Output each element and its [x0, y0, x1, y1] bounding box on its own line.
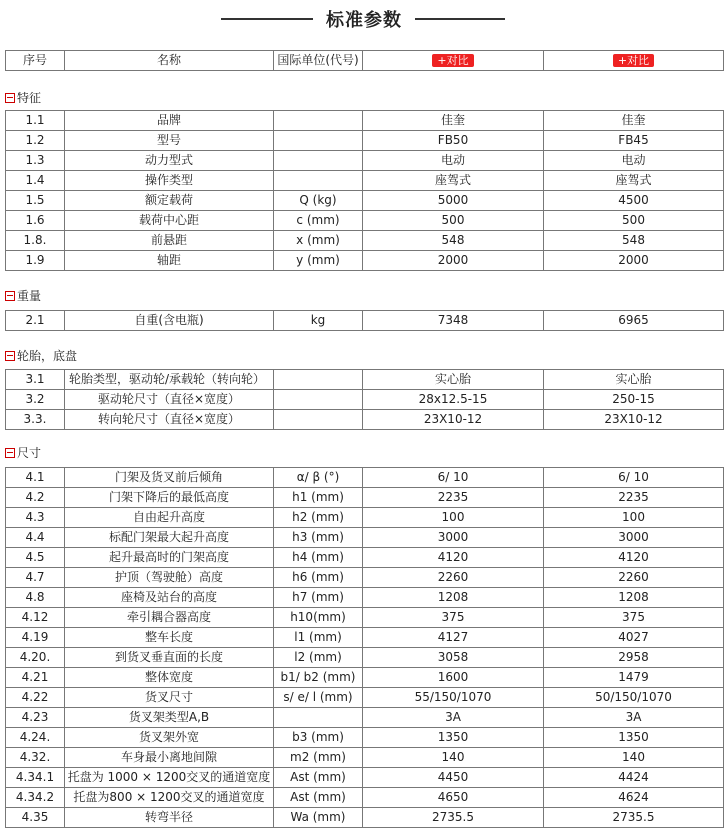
cell-unit: h6 (mm) [274, 568, 363, 588]
cell-no: 1.4 [6, 171, 65, 191]
header-name: 名称 [65, 51, 274, 71]
cell-no: 1.6 [6, 211, 65, 231]
collapse-icon[interactable] [5, 351, 15, 361]
cell-value-a: 4450 [363, 768, 544, 788]
table-row [6, 488, 724, 508]
table-row [6, 251, 724, 271]
section-header-2[interactable] [5, 348, 77, 364]
cell-name: 托盘为 1000 × 1200交叉的通道宽度 [65, 768, 274, 788]
cell-value-a: 电动 [363, 151, 544, 171]
cell-name: 货叉尺寸 [65, 688, 274, 708]
cell-no: 4.20. [6, 648, 65, 668]
cell-unit: kg [274, 311, 363, 331]
section-header-1[interactable] [5, 288, 41, 304]
cell-value-a: 座驾式 [363, 171, 544, 191]
cell-unit: l2 (mm) [274, 648, 363, 668]
table-row [6, 111, 724, 131]
cell-value-a: 佳奎 [363, 111, 544, 131]
cell-unit: s/ e/ l (mm) [274, 688, 363, 708]
table-row [6, 151, 724, 171]
cell-no: 1.9 [6, 251, 65, 271]
cell-value-a: 2000 [363, 251, 544, 271]
cell-name: 整体宽度 [65, 668, 274, 688]
cell-unit [274, 370, 363, 390]
cell-unit: Wa (mm) [274, 808, 363, 828]
cell-no: 4.4 [6, 528, 65, 548]
cell-name: 门架及货叉前后倾角 [65, 468, 274, 488]
cell-unit: h7 (mm) [274, 588, 363, 608]
cell-value-a: 3000 [363, 528, 544, 548]
cell-name: 型号 [65, 131, 274, 151]
table-row [6, 370, 724, 390]
cell-no: 4.34.2 [6, 788, 65, 808]
table-row [6, 728, 724, 748]
cell-unit: h4 (mm) [274, 548, 363, 568]
cell-value-a: 5000 [363, 191, 544, 211]
table-row [6, 608, 724, 628]
table-row [6, 748, 724, 768]
cell-value-a: 2260 [363, 568, 544, 588]
cell-name: 轮胎类型，驱动轮/承载轮（转向轮） [65, 370, 274, 390]
table-row [6, 311, 724, 331]
cell-no: 4.1 [6, 468, 65, 488]
cell-value-b: 4500 [544, 191, 724, 211]
cell-name: 额定载荷 [65, 191, 274, 211]
compare-cell-a [363, 51, 544, 71]
cell-value-b: FB45 [544, 131, 724, 151]
cell-unit: x (mm) [274, 231, 363, 251]
cell-unit [274, 390, 363, 410]
cell-value-a: 548 [363, 231, 544, 251]
collapse-icon[interactable] [5, 448, 15, 458]
cell-value-b: 4624 [544, 788, 724, 808]
cell-value-b: 140 [544, 748, 724, 768]
section-title: 重量 [17, 289, 42, 303]
cell-name: 货叉架外宽 [65, 728, 274, 748]
cell-name: 牵引耦合器高度 [65, 608, 274, 628]
cell-no: 4.8 [6, 588, 65, 608]
cell-no: 4.35 [6, 808, 65, 828]
collapse-icon[interactable] [5, 93, 15, 103]
cell-value-b: 100 [544, 508, 724, 528]
cell-value-b: 50/150/1070 [544, 688, 724, 708]
cell-no: 2.1 [6, 311, 65, 331]
cell-no: 4.21 [6, 668, 65, 688]
table-row [6, 191, 724, 211]
cell-name: 前悬距 [65, 231, 274, 251]
cell-value-a: 7348 [363, 311, 544, 331]
cell-no: 4.5 [6, 548, 65, 568]
table-row [6, 231, 724, 251]
section-title: 轮胎，底盘 [17, 349, 78, 363]
table-row [6, 628, 724, 648]
cell-value-b: 3000 [544, 528, 724, 548]
cell-name: 载荷中心距 [65, 211, 274, 231]
title-divider-left [221, 18, 313, 20]
cell-unit: b3 (mm) [274, 728, 363, 748]
cell-no: 1.8. [6, 231, 65, 251]
cell-unit [274, 410, 363, 430]
cell-value-b: 1479 [544, 668, 724, 688]
section-header-3[interactable] [5, 445, 41, 461]
cell-value-a: 23X10-12 [363, 410, 544, 430]
cell-value-b: 2735.5 [544, 808, 724, 828]
compare-button-a[interactable]: +对比 [432, 54, 473, 67]
cell-unit: h3 (mm) [274, 528, 363, 548]
cell-name: 起升最高时的门架高度 [65, 548, 274, 568]
table-row [6, 131, 724, 151]
cell-value-b: 电动 [544, 151, 724, 171]
compare-cell-b [544, 51, 724, 71]
cell-unit: h1 (mm) [274, 488, 363, 508]
cell-value-a: 28x12.5-15 [363, 390, 544, 410]
cell-value-a: 6/ 10 [363, 468, 544, 488]
cell-value-a: 实心胎 [363, 370, 544, 390]
table-row [6, 548, 724, 568]
cell-name: 转向轮尺寸（直径×宽度） [65, 410, 274, 430]
table-row [6, 768, 724, 788]
cell-value-b: 2958 [544, 648, 724, 668]
cell-name: 品牌 [65, 111, 274, 131]
cell-value-b: 佳奎 [544, 111, 724, 131]
cell-value-a: 1600 [363, 668, 544, 688]
cell-unit: Ast (mm) [274, 768, 363, 788]
cell-no: 3.2 [6, 390, 65, 410]
cell-no: 1.1 [6, 111, 65, 131]
cell-value-a: 2735.5 [363, 808, 544, 828]
cell-value-a: 4127 [363, 628, 544, 648]
cell-value-b: 4027 [544, 628, 724, 648]
cell-value-a: 140 [363, 748, 544, 768]
spec-table-1 [5, 310, 724, 331]
cell-value-b: 2260 [544, 568, 724, 588]
cell-name: 操作类型 [65, 171, 274, 191]
cell-value-a: 4120 [363, 548, 544, 568]
cell-name: 轴距 [65, 251, 274, 271]
cell-value-b: 1350 [544, 728, 724, 748]
cell-unit: h10(mm) [274, 608, 363, 628]
cell-no: 4.3 [6, 508, 65, 528]
cell-no: 4.7 [6, 568, 65, 588]
cell-no: 4.19 [6, 628, 65, 648]
cell-unit [274, 171, 363, 191]
table-row [6, 528, 724, 548]
cell-unit: Ast (mm) [274, 788, 363, 808]
cell-value-b: 座驾式 [544, 171, 724, 191]
cell-value-a: 3A [363, 708, 544, 728]
cell-name: 车身最小离地间隙 [65, 748, 274, 768]
table-row [6, 410, 724, 430]
cell-name: 托盘为800 × 1200交叉的通道宽度 [65, 788, 274, 808]
cell-value-a: 55/150/1070 [363, 688, 544, 708]
table-row [6, 668, 724, 688]
spec-table-3 [5, 467, 724, 828]
cell-no: 4.22 [6, 688, 65, 708]
table-row [6, 468, 724, 488]
cell-no: 1.5 [6, 191, 65, 211]
table-row [6, 568, 724, 588]
table-row [6, 390, 724, 410]
title-divider-right [415, 18, 505, 20]
cell-value-b: 500 [544, 211, 724, 231]
page-title: 标准参数 [326, 10, 402, 31]
cell-no: 3.1 [6, 370, 65, 390]
cell-name: 座椅及站台的高度 [65, 588, 274, 608]
spec-header-table [5, 50, 724, 71]
cell-value-b: 548 [544, 231, 724, 251]
cell-value-b: 6/ 10 [544, 468, 724, 488]
cell-value-b: 实心胎 [544, 370, 724, 390]
cell-unit [274, 111, 363, 131]
cell-unit: h2 (mm) [274, 508, 363, 528]
cell-no: 1.3 [6, 151, 65, 171]
cell-value-a: 100 [363, 508, 544, 528]
cell-unit [274, 151, 363, 171]
table-row [6, 688, 724, 708]
cell-name: 门架下降后的最低高度 [65, 488, 274, 508]
header-unit: 国际单位(代号) [274, 51, 363, 71]
cell-value-b: 4424 [544, 768, 724, 788]
cell-name: 驱动轮尺寸（直径×宽度） [65, 390, 274, 410]
section-title: 尺寸 [17, 446, 42, 460]
cell-unit [274, 131, 363, 151]
cell-value-b: 4120 [544, 548, 724, 568]
table-row [6, 808, 724, 828]
table-row [6, 588, 724, 608]
cell-value-b: 250-15 [544, 390, 724, 410]
header-row [6, 51, 724, 71]
cell-value-a: 3058 [363, 648, 544, 668]
cell-value-b: 1208 [544, 588, 724, 608]
cell-name: 动力型式 [65, 151, 274, 171]
cell-unit: Q (kg) [274, 191, 363, 211]
table-row [6, 211, 724, 231]
page-title-bar [0, 0, 728, 38]
cell-value-a: 1350 [363, 728, 544, 748]
cell-name: 转弯半径 [65, 808, 274, 828]
cell-no: 4.23 [6, 708, 65, 728]
cell-no: 4.32. [6, 748, 65, 768]
cell-unit: α/ β (°) [274, 468, 363, 488]
cell-value-b: 3A [544, 708, 724, 728]
cell-name: 整车长度 [65, 628, 274, 648]
cell-name: 护顶（驾驶舱）高度 [65, 568, 274, 588]
cell-no: 3.3. [6, 410, 65, 430]
collapse-icon[interactable] [5, 291, 15, 301]
cell-value-a: 1208 [363, 588, 544, 608]
cell-value-b: 6965 [544, 311, 724, 331]
section-header-0[interactable] [5, 90, 41, 106]
section-title: 特征 [17, 91, 42, 105]
table-row [6, 171, 724, 191]
cell-unit: y (mm) [274, 251, 363, 271]
cell-value-b: 2235 [544, 488, 724, 508]
cell-name: 到货叉垂直面的长度 [65, 648, 274, 668]
cell-unit [274, 708, 363, 728]
spec-table-2 [5, 369, 724, 430]
cell-no: 1.2 [6, 131, 65, 151]
cell-value-a: FB50 [363, 131, 544, 151]
cell-value-b: 23X10-12 [544, 410, 724, 430]
cell-no: 4.34.1 [6, 768, 65, 788]
table-row [6, 508, 724, 528]
table-row [6, 648, 724, 668]
cell-name: 自重(含电瓶) [65, 311, 274, 331]
cell-unit: c (mm) [274, 211, 363, 231]
cell-value-a: 2235 [363, 488, 544, 508]
cell-no: 4.2 [6, 488, 65, 508]
spec-table-0 [5, 110, 724, 271]
cell-value-a: 375 [363, 608, 544, 628]
compare-button-b[interactable]: +对比 [613, 54, 654, 67]
cell-value-a: 4650 [363, 788, 544, 808]
cell-value-b: 375 [544, 608, 724, 628]
table-row [6, 788, 724, 808]
cell-no: 4.24. [6, 728, 65, 748]
cell-value-b: 2000 [544, 251, 724, 271]
cell-no: 4.12 [6, 608, 65, 628]
cell-name: 货叉架类型A,B [65, 708, 274, 728]
cell-name: 标配门架最大起升高度 [65, 528, 274, 548]
table-row [6, 708, 724, 728]
cell-unit: l1 (mm) [274, 628, 363, 648]
cell-unit: m2 (mm) [274, 748, 363, 768]
cell-value-a: 500 [363, 211, 544, 231]
header-no: 序号 [6, 51, 65, 71]
cell-name: 自由起升高度 [65, 508, 274, 528]
cell-unit: b1/ b2 (mm) [274, 668, 363, 688]
